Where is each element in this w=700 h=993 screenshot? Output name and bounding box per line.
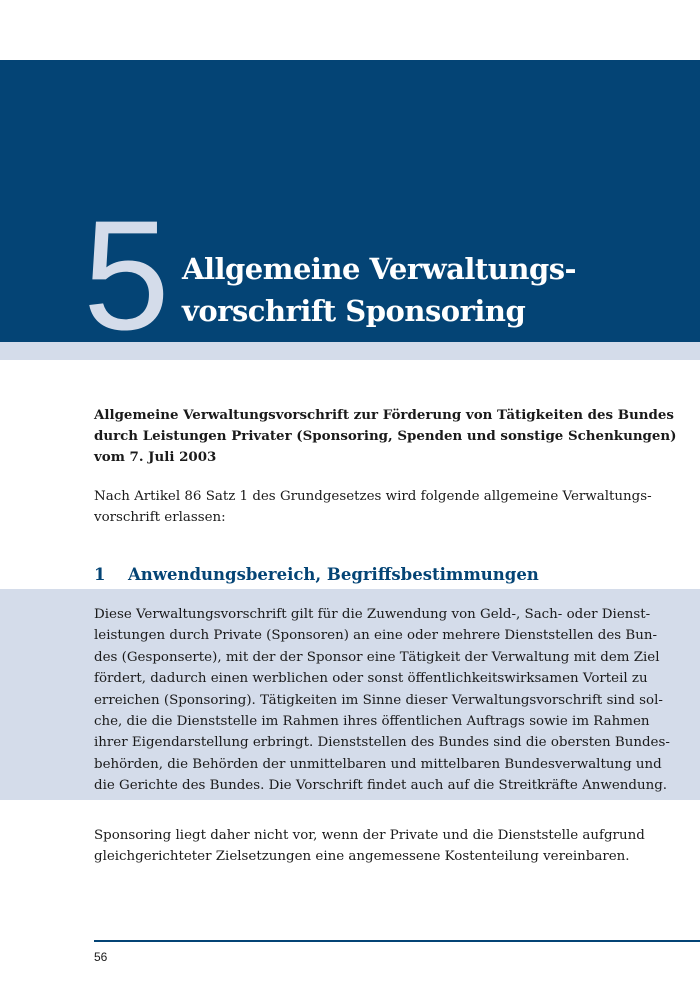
chapter-title-line: vorschrift Sponsoring [182, 294, 526, 328]
paragraph-line: behörden, die Behörden der unmittelbaren und mittelbaren Bundesverwaltung und [94, 756, 662, 772]
section-title: Anwendungsbereich, Begriffsbestimmungen [128, 565, 539, 584]
body-paragraph [94, 825, 654, 868]
paragraph-line: ihrer Eigendarstellung erbringt. Dienststellen des Bundes sind die obersten Bundes- [94, 735, 670, 751]
intro-line: vorschrift erlassen: [94, 510, 226, 525]
paragraph-line: Sponsoring liegt daher nicht vor, wenn der Private und die Dienststelle aufgrund [94, 828, 645, 843]
paragraph-line: leistungen durch Private (Sponsoren) an eine oder mehrere Dienststellen des Bun- [94, 628, 658, 644]
section-number: 1 [94, 565, 106, 584]
intro-line: Nach Artikel 86 Satz 1 des Grundgesetzes wird folgende allgemeine Verwaltungs- [94, 489, 652, 504]
regulation-title-line: Allgemeine Verwaltungsvorschrift zur Förderung von Tätigkeiten des Bundes [94, 407, 674, 423]
regulation-title-line: durch Leistungen Privater (Sponsoring, Spenden und sonstige Schenkungen) [94, 428, 677, 444]
paragraph-line: des (Gesponserte), mit der der Sponsor eine Tätigkeit der Verwaltung mit dem Ziel [94, 649, 660, 665]
paragraph-line: gleichgerichteter Zielsetzungen eine angemessene Kostenteilung vereinbaren. [94, 849, 630, 865]
chapter-title-line: Allgemeine Verwaltungs- [182, 252, 577, 286]
paragraph-line: die Gerichte des Bundes. Die Vorschrift findet auch auf die Streitkräfte Anwendung. [94, 778, 668, 794]
page-number: 56 [94, 950, 108, 964]
regulation-title [94, 405, 677, 468]
chapter-number: 5 [83, 189, 168, 363]
intro-paragraph [94, 486, 654, 528]
paragraph-line: Diese Verwaltungsvorschrift gilt für die Zuwendung von Geld-, Sach- oder Dienst- [94, 607, 651, 622]
chapter-title [182, 248, 652, 332]
paragraph-line: che, die die Dienststelle im Rahmen ihres öffentlichen Auftrags sowie im Rahmen [94, 714, 650, 730]
paragraph-line: fördert, dadurch einen werblichen oder sonst öffentlichkeitswirksamen Vorteil zu [94, 671, 648, 687]
footer-rule [94, 940, 700, 942]
paragraph-line: erreichen (Sponsoring). Tätigkeiten im Sinne dieser Verwaltungsvorschrift sind sol- [94, 692, 663, 708]
section-heading [94, 563, 539, 587]
highlighted-paragraph [94, 604, 670, 797]
regulation-title-line: vom 7. Juli 2003 [94, 449, 217, 465]
